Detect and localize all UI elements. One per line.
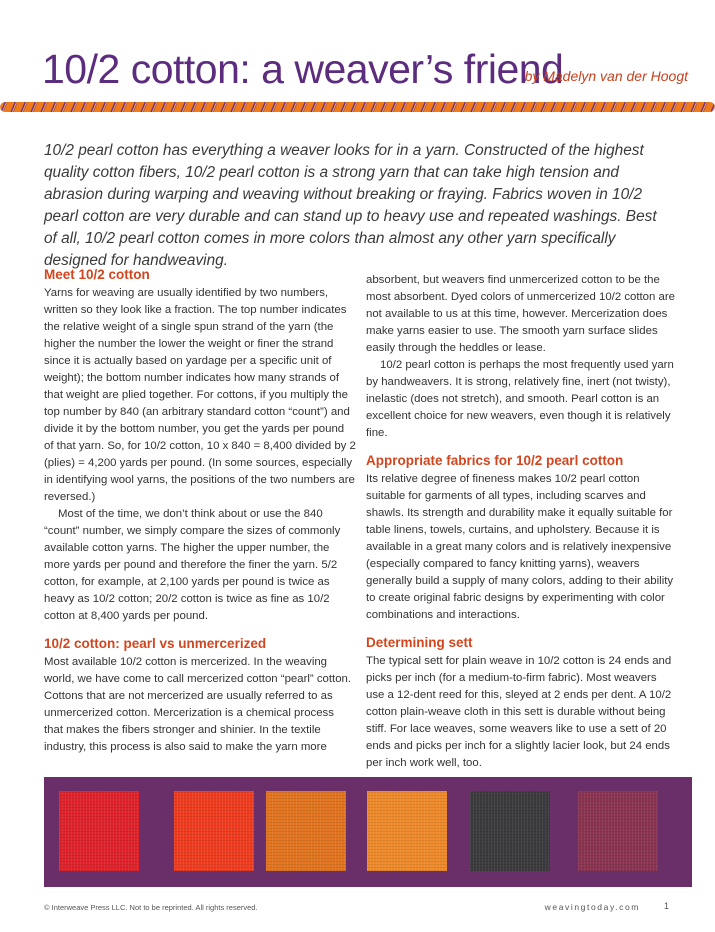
left-column	[44, 265, 356, 756]
page-title: 10/2 cotton: a weaver’s friend	[42, 46, 564, 92]
twisted-yarn-divider	[0, 101, 715, 113]
pearl-paragraph-2: 10/2 pearl cotton is perhaps the most frequently used yarn by handweavers. It is strong, relatively fine, inert (not twisty), inelastic (does not stretch), and smooth. Pearl cotton is an excellent choice for new weavers, even though it is relatively fine.	[366, 359, 674, 439]
fabric-swatch	[367, 791, 447, 871]
fabrics-paragraph: Its relative degree of fineness makes 10/2 pearl cotton suitable for garments of all types, including scarves and shawls. Its strength and durability make it equally suitable for table linens, towels, curtains, and upholstery. Because it is available in a great many colors and is relatively inexpensive (especially compared to fancy knitting yarns), weavers generally build a supply of many colors, adding to their ability to create original fabric designs by experimenting with color combinations and interactions.	[366, 473, 674, 621]
section-heading-sett: Determining sett	[366, 635, 473, 650]
site-url: weavingtoday.com	[544, 902, 640, 912]
fabric-swatch-photo	[44, 777, 692, 887]
page-number: 1	[663, 901, 669, 911]
section-heading-fabrics: Appropriate fabrics for 10/2 pearl cotton	[366, 453, 624, 468]
author-byline: by Madelyn van der Hoogt	[524, 68, 688, 84]
meet-paragraph-1: Yarns for weaving are usually identified by two numbers, written so they look like a fraction. The top number indicates the relative weight of a single spun strand of the yarn (the higher the number the lower the weight or finer the strand since it is actually based on yardage per a specific unit of weight); the bottom number indicates how many strands of that weight are plied together. For cottons, if you multiply the top number by 840 (an arbitrary standard cotton “count”) and divide it by the bottom number, you get the yards per pound of that yarn. So, for 10/2 cotton, 10 x 840 = 8,400 divided by 2 (plies) = 4,200 yards per pound. (In some sources, especially in identifying wool yarns, the positions of the two numbers are reversed.)	[44, 287, 356, 503]
fabric-swatch	[59, 791, 139, 871]
section-heading-pearl: 10/2 cotton: pearl vs unmercerized	[44, 636, 267, 651]
fabric-swatch	[174, 791, 254, 871]
right-column	[366, 272, 678, 772]
copyright-notice: © Interweave Press LLC. Not to be reprinted. All rights reserved.	[44, 903, 258, 912]
pearl-paragraph-1-continued: absorbent, but weavers find unmercerized cotton to be the most absorbent. Dyed colors of unmercerized 10/2 cotton are not available to us at this time, however. Mercerization does make yarns easier to use. The smooth yarn surface slides easily through the heddles or lease.	[366, 274, 675, 354]
intro-paragraph: 10/2 pearl cotton has everything a weaver looks for in a yarn. Constructed of the highest quality cotton fibers, 10/2 pearl cotton is a strong yarn that can take high tension and abrasion during warping and weaving without breaking or fraying. Fabrics woven in 10/2 pearl cotton are very durable and can stand up to heavy use and repeated washings. Best of all, 10/2 pearl cotton comes in more colors than almost any other yarn specifically designed for handweaving.	[44, 142, 657, 269]
sett-paragraph: The typical sett for plain weave in 10/2 cotton is 24 ends and picks per inch (for a medium-to-firm fabric). Most weavers use a 12-dent reed for this, sleyed at 2 ends per dent. A 10/2 cotton plain-weave cloth in this sett is durable without being stiff. For lace weaves, some weavers like to use a sett of 20 ends and picks per inch for a slightly lacier look, but 24 ends per inch work well, too.	[366, 655, 672, 769]
section-heading-meet: Meet 10/2 cotton	[44, 267, 150, 282]
fabric-swatch	[470, 791, 550, 871]
pearl-paragraph-1: Most available 10/2 cotton is mercerized. In the weaving world, we have come to call mercerized cotton “pearl” cotton. Cottons that are not mercerized are usually referred to as unmercerized cotton. Mercerization is a chemical process that makes the fibers stronger and shinier. In the textile industry, this process is also said to make the yarn more	[44, 656, 352, 753]
header	[42, 44, 702, 96]
fabric-swatch	[578, 791, 658, 871]
fabric-swatch	[266, 791, 346, 871]
meet-paragraph-2: Most of the time, we don’t think about or use the 840 “count” number, we simply compare the sizes of commonly available cotton yarns. The higher the upper number, the more yards per pound and therefore the finer the yarn. 5/2 cotton, for example, at 2,100 yards per pound is twice as heavy as 10/2 cotton; 20/2 cotton is twice as fine as 10/2 cotton at 8,400 yards per pound.	[44, 508, 341, 622]
